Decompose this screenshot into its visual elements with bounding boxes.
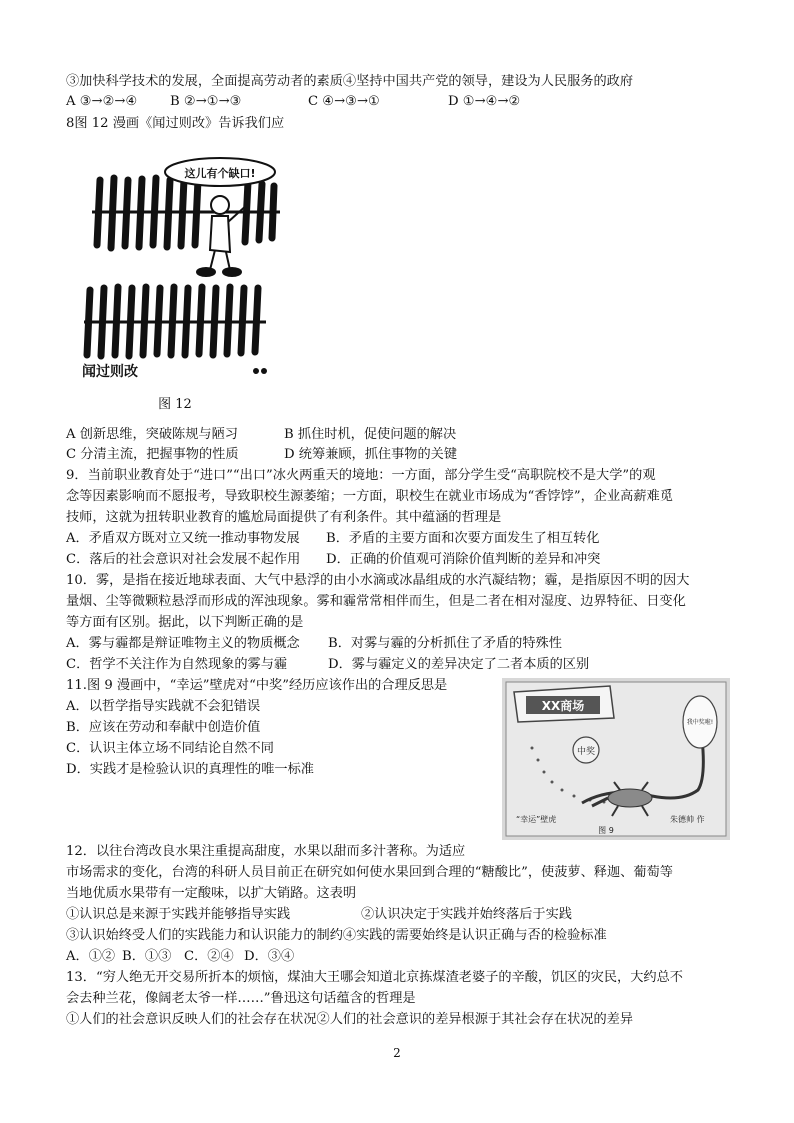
page-number: 2	[393, 1046, 401, 1060]
gecko-label: “幸运”壁虎	[516, 815, 557, 824]
q12-line: 市场需求的变化，台湾的科研人员目前正在研究如何使水果回到合理的“糖酸比”，使菠萝、释迦、葡萄等	[66, 865, 673, 880]
q9-option-c: C．落后的社会意识对社会发展不起作用	[66, 552, 301, 567]
q10-line: 10．雾，是指在接近地球表面、大气中悬浮的由小水滴或冰晶组成的水汽凝结物；霾，是指原因不明的因大	[66, 573, 690, 588]
q10-option-d: D．雾与霾定义的差异决定了二者本质的区别	[328, 657, 590, 672]
figure-9-caption: 图 9	[598, 826, 614, 835]
q12-statement-1: ①认识总是来源于实践并能够指导实践	[66, 907, 291, 922]
figure-12-caption: 图 12	[158, 397, 192, 412]
q9-option-a: A．矛盾双方既对立又统一推动事物发展	[66, 531, 300, 546]
q11-option-a: A．以哲学指导实践就不会犯错误	[66, 699, 261, 714]
q11-option-d: D．实践才是检验认识的真理性的唯一标准	[66, 762, 314, 777]
q12-statement-2: ②认识决定于实践并始终落后于实践	[361, 907, 572, 922]
q7-option-a: A ③→②→④	[66, 94, 138, 109]
q10-option-a: A．雾与霾都是辩证唯物主义的物质概念	[66, 636, 300, 651]
q8-option-b: B 抓住时机，促使问题的解决	[284, 427, 457, 442]
gecko-speech-text: 我中奖啦!	[686, 719, 714, 726]
q9-line: 念等因素影响而不愿报考，导致职校生源萎缩；一方面，职校生在就业市场成为“香饽饽”，企业高薪难觅	[66, 489, 673, 504]
q11-option-c: C．认识主体立场不同结论自然不同	[66, 741, 274, 756]
q8-options-line2	[66, 445, 457, 465]
q12-statements-line2: ③认识始终受人们的实践能力和认识能力的制约④实践的需要始终是认识正确与否的检验标准	[66, 928, 607, 943]
q12-options	[66, 947, 294, 967]
q7-option-d: D ①→④→②	[448, 94, 521, 109]
q10-option-c: C．哲学不关注作为自然现象的雾与霾	[66, 657, 288, 672]
q11-stem: 11.图 9 漫画中，“幸运”壁虎对“中奖”经历应该作出的合理反思是	[66, 678, 448, 693]
q12-option-c: C．②④	[184, 949, 234, 964]
cartoon-title: 闻过则改	[82, 364, 138, 380]
q7-option-b: B ②→①→③	[170, 94, 242, 109]
q8-options-line1	[66, 425, 456, 445]
gecko-cartoon-image	[502, 678, 730, 840]
q11-option-b: B．应该在劳动和奉献中创造价值	[66, 720, 261, 735]
q9-options-line1	[66, 529, 599, 549]
bubble-text: 这儿有个缺口!	[184, 167, 256, 180]
q9-options-line2	[66, 550, 600, 570]
q10-options-line1	[66, 634, 562, 654]
cartoon-fence-image	[70, 150, 290, 415]
q13-line: 13．“穷人绝无开交易所折本的烦恼，煤油大王哪会知道北京拣煤渣老婆子的辛酸，饥区的灾民，大约总不	[66, 970, 683, 985]
q9-option-d: D．正确的价值观可消除价值判断的差异和冲突	[326, 552, 601, 567]
q12-statements-line1	[66, 905, 572, 925]
q10-line: 量烟、尘等微颗粒悬浮而形成的浑浊现象。雾和霾常常相伴而生，但是二者在相对湿度、边界特征、日变化	[66, 594, 686, 609]
q9-line: 技师，这就为扭转职业教育的尴尬局面提供了有利条件。其中蕴涵的哲理是	[66, 510, 502, 525]
q12-option-d: D．③④	[244, 949, 295, 964]
q13-line: 会去种兰花，像阔老太爷一样……”鲁迅这句话蕴含的哲理是	[66, 991, 416, 1006]
q9-line: 9．当前职业教育处于“进口”“出口”冰火两重天的境地：一方面，部分学生受“高职院校不是大学”的观	[66, 468, 656, 483]
prize-sign-text: 中奖	[576, 747, 596, 757]
q12-option-b: B．①③	[122, 949, 172, 964]
cartoon-figure-9	[502, 678, 730, 840]
q7-option-c: C ④→③→①	[308, 94, 380, 109]
q8-option-c: C 分清主流，把握事物的性质	[66, 447, 239, 462]
q7-statement-line: ③加快科学技术的发展，全面提高劳动者的素质④坚持中国共产党的领导，建设为人民服务的政府	[66, 74, 634, 89]
q12-line: 当地优质水果带有一定酸味，以扩大销路。这表明	[66, 886, 357, 901]
q13-line: ①人们的社会意识反映人们的社会存在状况②人们的社会意识的差异根源于其社会存在状况的差异	[66, 1012, 634, 1027]
q10-options-line2	[66, 655, 589, 675]
q8-stem: 8图 12 漫画《闻过则改》告诉我们应	[66, 116, 285, 131]
q12-line: 12．以往台湾改良水果注重提高甜度，水果以甜而多汁著称。为适应	[66, 844, 466, 859]
q10-line: 等方面有区别。据此，以下判断正确的是	[66, 615, 304, 630]
mall-banner-text: XX商场	[541, 699, 585, 713]
artist-credit: 朱德帅 作	[670, 815, 705, 824]
cartoon-figure-12	[70, 150, 290, 415]
q10-option-b: B．对雾与霾的分析抓住了矛盾的特殊性	[328, 636, 562, 651]
q8-option-a: A 创新思维，突破陈规与陋习	[66, 427, 238, 442]
q8-option-d: D 统筹兼顾，抓住事物的关键	[284, 447, 458, 462]
q12-option-a: A．①②	[66, 949, 116, 964]
q7-options	[66, 92, 520, 112]
q9-option-b: B．矛盾的主要方面和次要方面发生了相互转化	[326, 531, 600, 546]
